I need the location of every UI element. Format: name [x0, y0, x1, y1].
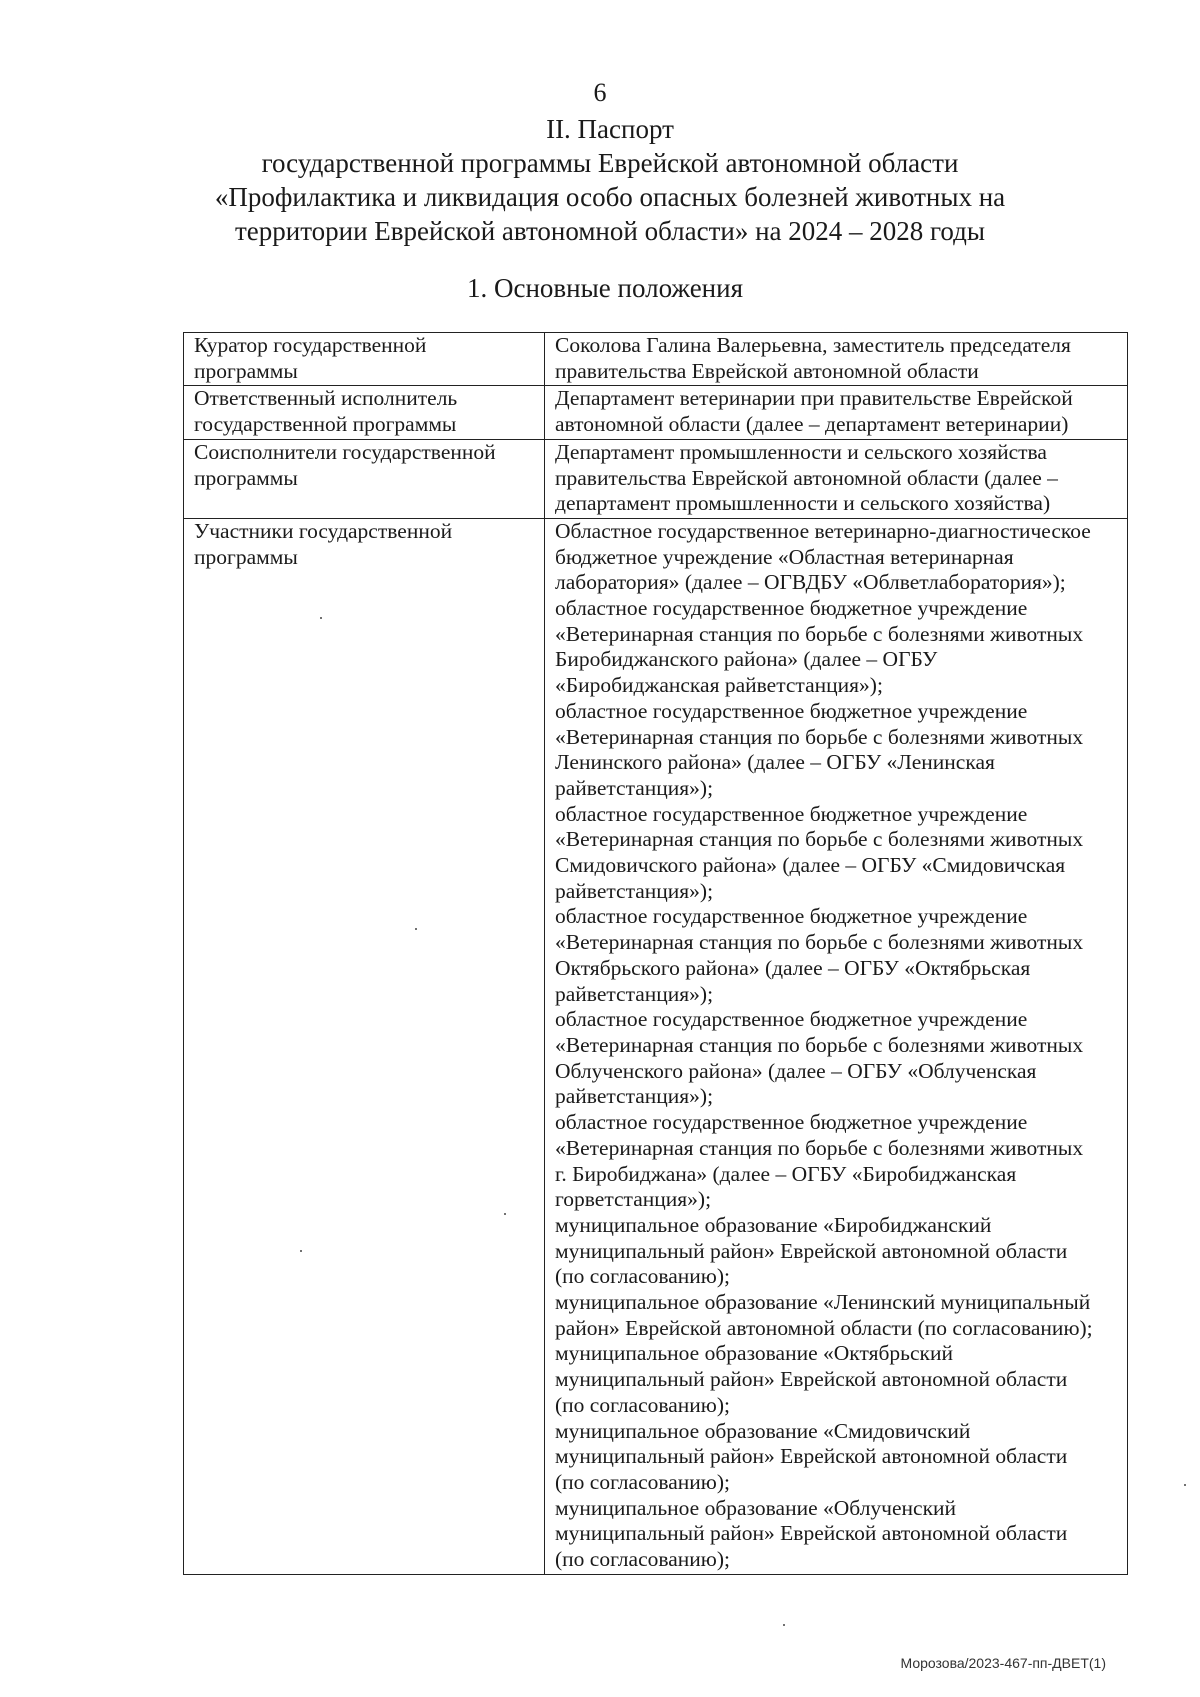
- row-value-line: муниципальное образование «Облученский: [555, 1495, 957, 1520]
- row-label-cell: [184, 518, 545, 1574]
- row-value-line: горветстанция»);: [555, 1187, 712, 1212]
- row-value-line: Департамент ветеринарии при правительстве Еврейской: [555, 386, 1073, 411]
- section-heading: 1. Основные положения: [467, 273, 743, 303]
- row-label-cell: [184, 386, 545, 439]
- row-value-line: райветстанция»);: [555, 1084, 714, 1109]
- row-value-line: Октябрьского района» (далее – ОГБУ «Октябрьская: [555, 955, 1031, 980]
- scan-speck: [504, 1213, 506, 1215]
- row-value-line: муниципальное образование «Ленинский муниципальный: [555, 1290, 1091, 1315]
- row-value-line: (по согласованию);: [555, 1469, 730, 1494]
- row-value-line: областное государственное бюджетное учреждение: [555, 596, 1028, 621]
- row-value-cell: [545, 333, 1128, 386]
- row-value-line: муниципальное образование «Октябрьский: [555, 1341, 953, 1366]
- table-row: [184, 518, 1128, 1574]
- row-value-line: Облученского района» (далее – ОГБУ «Облученская: [555, 1058, 1037, 1083]
- row-value-line: Смидовичского района» (далее – ОГБУ «Смидовичская: [555, 853, 1066, 878]
- row-label-line: программы: [194, 465, 298, 490]
- scan-speck: [415, 928, 417, 930]
- row-label-cell: [184, 439, 545, 518]
- scan-speck: [1184, 1484, 1186, 1486]
- row-value-line: Ленинского района» (далее – ОГБУ «Ленинская: [555, 750, 995, 775]
- row-value-cell: [545, 518, 1128, 1574]
- row-value-line: Департамент промышленности и сельского хозяйства: [555, 439, 1047, 464]
- row-value-line: (по согласованию);: [555, 1264, 730, 1289]
- row-value-line: муниципальный район» Еврейской автономной области: [555, 1521, 1068, 1546]
- row-value-line: «Ветеринарная станция по борьбе с болезнями животных: [555, 930, 1084, 955]
- table-row: [184, 386, 1128, 439]
- row-value-line: район» Еврейской автономной области (по согласованию);: [555, 1315, 1093, 1340]
- row-value-line: «Ветеринарная станция по борьбе с болезнями животных: [555, 724, 1084, 749]
- row-value-line: департамент промышленности и сельского хозяйства): [555, 491, 1051, 516]
- row-label-cell: [184, 333, 545, 386]
- row-value-line: «Ветеринарная станция по борьбе с болезнями животных: [555, 621, 1084, 646]
- row-value-line: муниципальное образование «Смидовичский: [555, 1418, 971, 1443]
- row-value-line: «Ветеринарная станция по борьбе с болезнями животных: [555, 1135, 1084, 1160]
- title-line-1: II. Паспорт: [546, 114, 674, 144]
- row-value-cell: [545, 386, 1128, 439]
- row-value-line: правительства Еврейской автономной области (далее –: [555, 465, 1058, 490]
- row-label-line: программы: [194, 358, 298, 383]
- row-value-line: автономной области (далее – департамент ветеринарии): [555, 412, 1069, 437]
- row-value-line: муниципальный район» Еврейской автономной области: [555, 1444, 1068, 1469]
- table-row: [184, 333, 1128, 386]
- row-value-line: райветстанция»);: [555, 775, 714, 800]
- title-line-2: государственной программы Еврейской автономной области: [261, 148, 959, 178]
- page-number: 6: [593, 78, 607, 107]
- scan-speck: [300, 1250, 302, 1252]
- table-row: [184, 439, 1128, 518]
- title-line-4: территории Еврейской автономной области» на 2024 – 2028 годы: [234, 216, 986, 246]
- row-value-line: Биробиджанского района» (далее – ОГБУ: [555, 647, 938, 672]
- row-value-line: райветстанция»);: [555, 878, 714, 903]
- row-label-line: государственной программы: [194, 412, 457, 437]
- scan-speck: [320, 617, 322, 619]
- document-title: [160, 112, 1060, 248]
- row-value-line: областное государственное бюджетное учреждение: [555, 698, 1028, 723]
- row-value-line: областное государственное бюджетное учреждение: [555, 1110, 1028, 1135]
- row-value-line: муниципальное образование «Биробиджанский: [555, 1212, 992, 1237]
- row-value-line: (по согласованию);: [555, 1392, 730, 1417]
- row-label-line: программы: [194, 544, 298, 569]
- row-value-line: «Биробиджанская райветстанция»);: [555, 673, 883, 698]
- title-line-3: «Профилактика и ликвидация особо опасных болезней животных на: [214, 182, 1006, 212]
- row-value-line: райветстанция»);: [555, 981, 714, 1006]
- row-value-line: областное государственное бюджетное учреждение: [555, 1007, 1028, 1032]
- row-label-line: Ответственный исполнитель: [194, 386, 458, 411]
- footer-document-code: Морозова/2023-467-пп-ДВЕТ(1): [900, 1655, 1106, 1671]
- row-label-line: Участники государственной: [194, 518, 453, 543]
- row-value-cell: [545, 439, 1128, 518]
- row-value-line: муниципальный район» Еврейской автономной области: [555, 1367, 1068, 1392]
- scan-speck: [783, 1624, 785, 1626]
- row-value-line: «Ветеринарная станция по борьбе с болезнями животных: [555, 827, 1084, 852]
- row-value-line: областное государственное бюджетное учреждение: [555, 801, 1028, 826]
- row-value-line: бюджетное учреждение «Областная ветеринарная: [555, 544, 1014, 569]
- row-value-line: муниципальный район» Еврейской автономной области: [555, 1238, 1068, 1263]
- row-value-line: «Ветеринарная станция по борьбе с болезнями животных: [555, 1032, 1084, 1057]
- row-value-line: правительства Еврейской автономной области: [555, 358, 979, 383]
- row-label-line: Соисполнители государственной: [194, 439, 496, 464]
- row-value-line: лаборатория» (далее – ОГВДБУ «Облветлаборатория»);: [555, 570, 1066, 595]
- row-value-line: Областное государственное ветеринарно-диагностическое: [555, 518, 1091, 543]
- row-label-line: Куратор государственной: [194, 333, 427, 357]
- row-value-line: областное государственное бюджетное учреждение: [555, 904, 1028, 929]
- passport-table: [183, 332, 1128, 1575]
- row-value-line: Соколова Галина Валерьевна, заместитель председателя: [555, 333, 1071, 357]
- row-value-line: (по согласованию);: [555, 1547, 730, 1572]
- row-value-line: г. Биробиджана» (далее – ОГБУ «Биробиджанская: [555, 1161, 1017, 1186]
